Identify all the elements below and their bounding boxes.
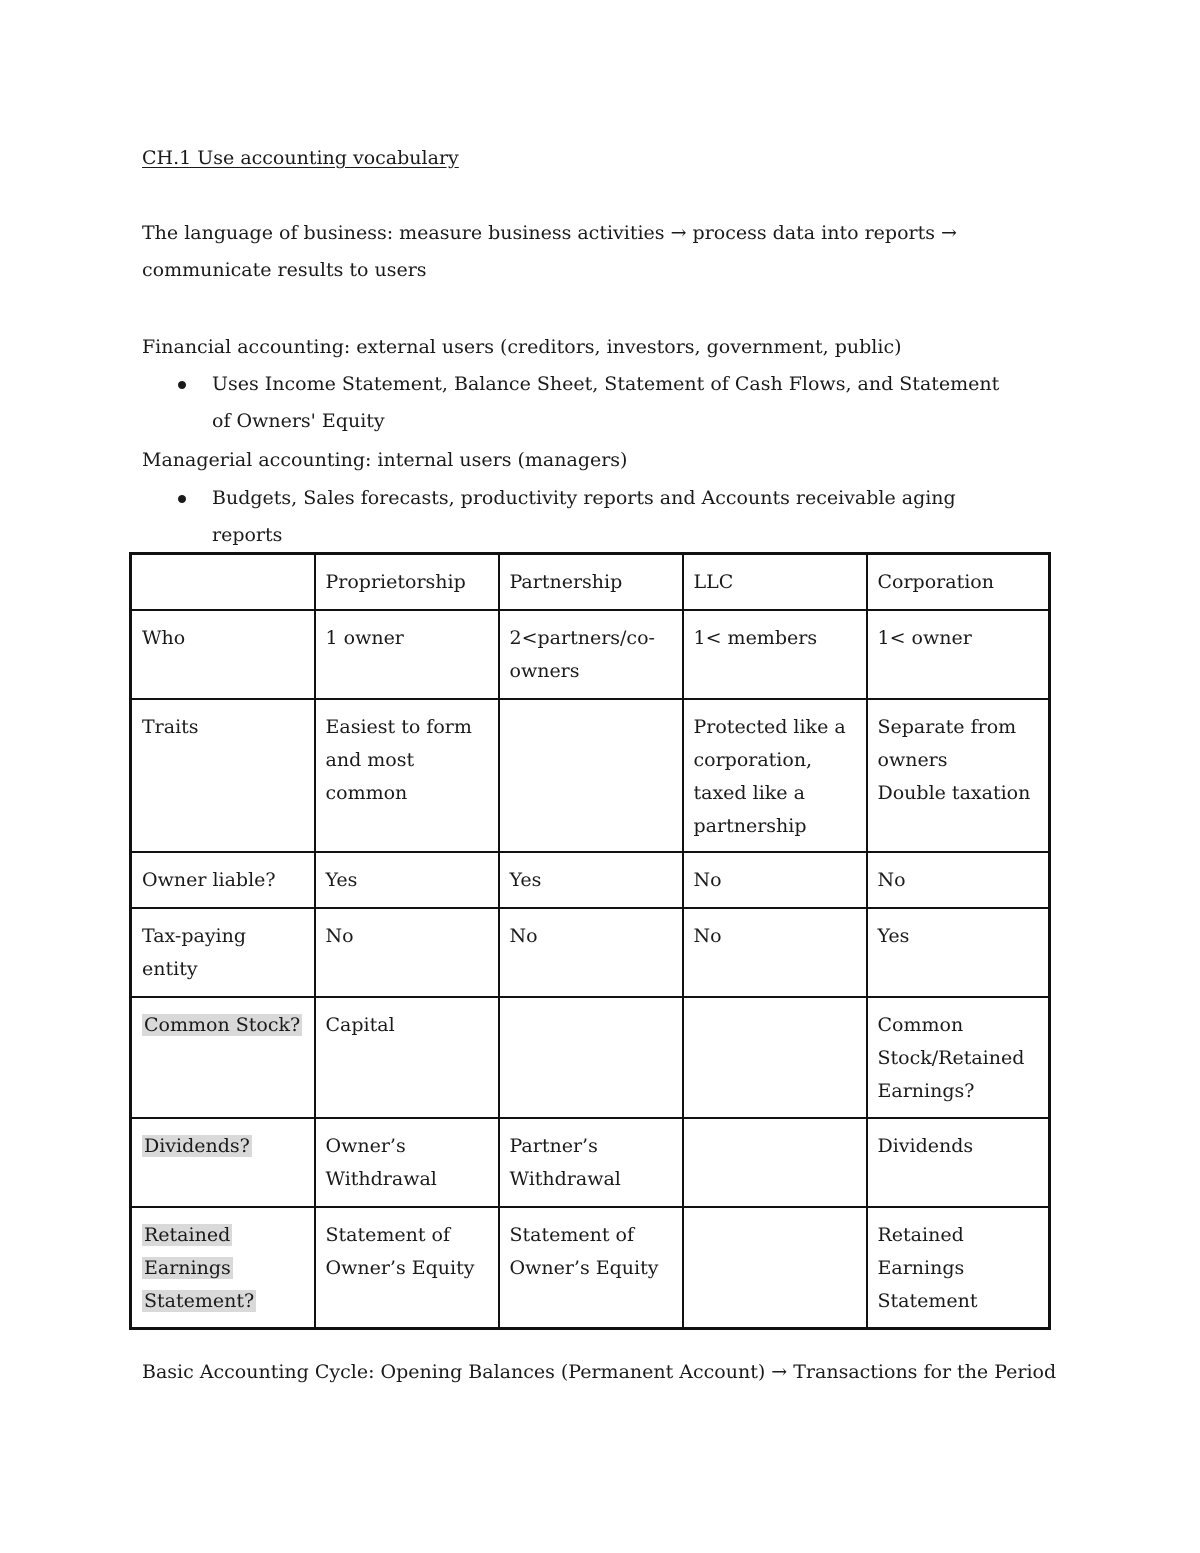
- financial-bullet: [178, 366, 1018, 440]
- table-cell: Statement of Owner’s Equity: [499, 1207, 683, 1329]
- table-cell: No: [683, 908, 867, 997]
- row-label-traits: Traits: [131, 699, 315, 852]
- header-cell-blank: [131, 554, 315, 611]
- row-label-common-stock: Common Stock?: [144, 1014, 301, 1036]
- table-row: [131, 699, 1050, 852]
- table-cell: [499, 699, 683, 852]
- table-cell: [499, 997, 683, 1118]
- row-label-dividends: Dividends?: [144, 1135, 250, 1157]
- table-cell: Retained Earnings Statement: [867, 1207, 1050, 1329]
- table-cell: No: [867, 852, 1050, 908]
- header-cell-llc: LLC: [683, 554, 867, 611]
- table-row: [131, 610, 1050, 699]
- row-label-who: Who: [131, 610, 315, 699]
- managerial-bullet: [178, 480, 1018, 554]
- table-header-row: [131, 554, 1050, 611]
- table-cell: 1< owner: [867, 610, 1050, 699]
- row-label-common-stock-cell: [131, 997, 315, 1118]
- table-row: [131, 997, 1050, 1118]
- page-title: CH.1 Use accounting vocabulary: [142, 147, 459, 169]
- table-row: [131, 908, 1050, 997]
- table-cell: Easiest to form and most common: [315, 699, 499, 852]
- header-cell-partnership: Partnership: [499, 554, 683, 611]
- managerial-accounting-heading: Managerial accounting: internal users (managers): [142, 449, 628, 471]
- table-cell: 2<partners/co-owners: [499, 610, 683, 699]
- table-cell: Yes: [315, 852, 499, 908]
- financial-bullet-text: Uses Income Statement, Balance Sheet, Statement of Cash Flows, and Statement of Owners' Equity: [212, 373, 1000, 432]
- table-cell: Protected like a corporation, taxed like a partnership: [683, 699, 867, 852]
- header-cell-proprietorship: Proprietorship: [315, 554, 499, 611]
- table-cell: Separate from owners Double taxation: [867, 699, 1050, 852]
- table-cell: No: [315, 908, 499, 997]
- row-label-retained-earnings-cell: [131, 1207, 315, 1329]
- row-label-retained-earnings: Retained Earnings Statement?: [144, 1224, 255, 1312]
- row-label-dividends-cell: [131, 1118, 315, 1207]
- table-row: [131, 1207, 1050, 1329]
- table-cell: Owner’s Withdrawal: [315, 1118, 499, 1207]
- table-cell: 1< members: [683, 610, 867, 699]
- managerial-bullet-text: Budgets, Sales forecasts, productivity reports and Accounts receivable aging reports: [212, 487, 956, 546]
- table-cell: Yes: [499, 852, 683, 908]
- table-cell: Partner’s Withdrawal: [499, 1118, 683, 1207]
- table-cell: Capital: [315, 997, 499, 1118]
- intro-line-2: communicate results to users: [142, 259, 427, 281]
- table-cell: Dividends: [867, 1118, 1050, 1207]
- table-cell: [683, 997, 867, 1118]
- intro-line-1: The language of business: measure business activities → process data into reports →: [142, 222, 957, 244]
- header-cell-corporation: Corporation: [867, 554, 1050, 611]
- table-cell: Common Stock/Retained Earnings?: [867, 997, 1050, 1118]
- table-cell: [683, 1118, 867, 1207]
- table-row: [131, 852, 1050, 908]
- table-cell: Statement of Owner’s Equity: [315, 1207, 499, 1329]
- accounting-cycle-line: Basic Accounting Cycle: Opening Balances (Permanent Account) → Transactions for the Period: [142, 1361, 1057, 1383]
- financial-accounting-heading: Financial accounting: external users (creditors, investors, government, public): [142, 336, 902, 358]
- table-cell: No: [499, 908, 683, 997]
- row-label-owner-liable: Owner liable?: [131, 852, 315, 908]
- table-cell: [683, 1207, 867, 1329]
- table-row: [131, 1118, 1050, 1207]
- table-cell: No: [683, 852, 867, 908]
- table-cell: Yes: [867, 908, 1050, 997]
- row-label-tax-paying: Tax-paying entity: [131, 908, 315, 997]
- business-entity-table: [129, 552, 1051, 1330]
- table-cell: 1 owner: [315, 610, 499, 699]
